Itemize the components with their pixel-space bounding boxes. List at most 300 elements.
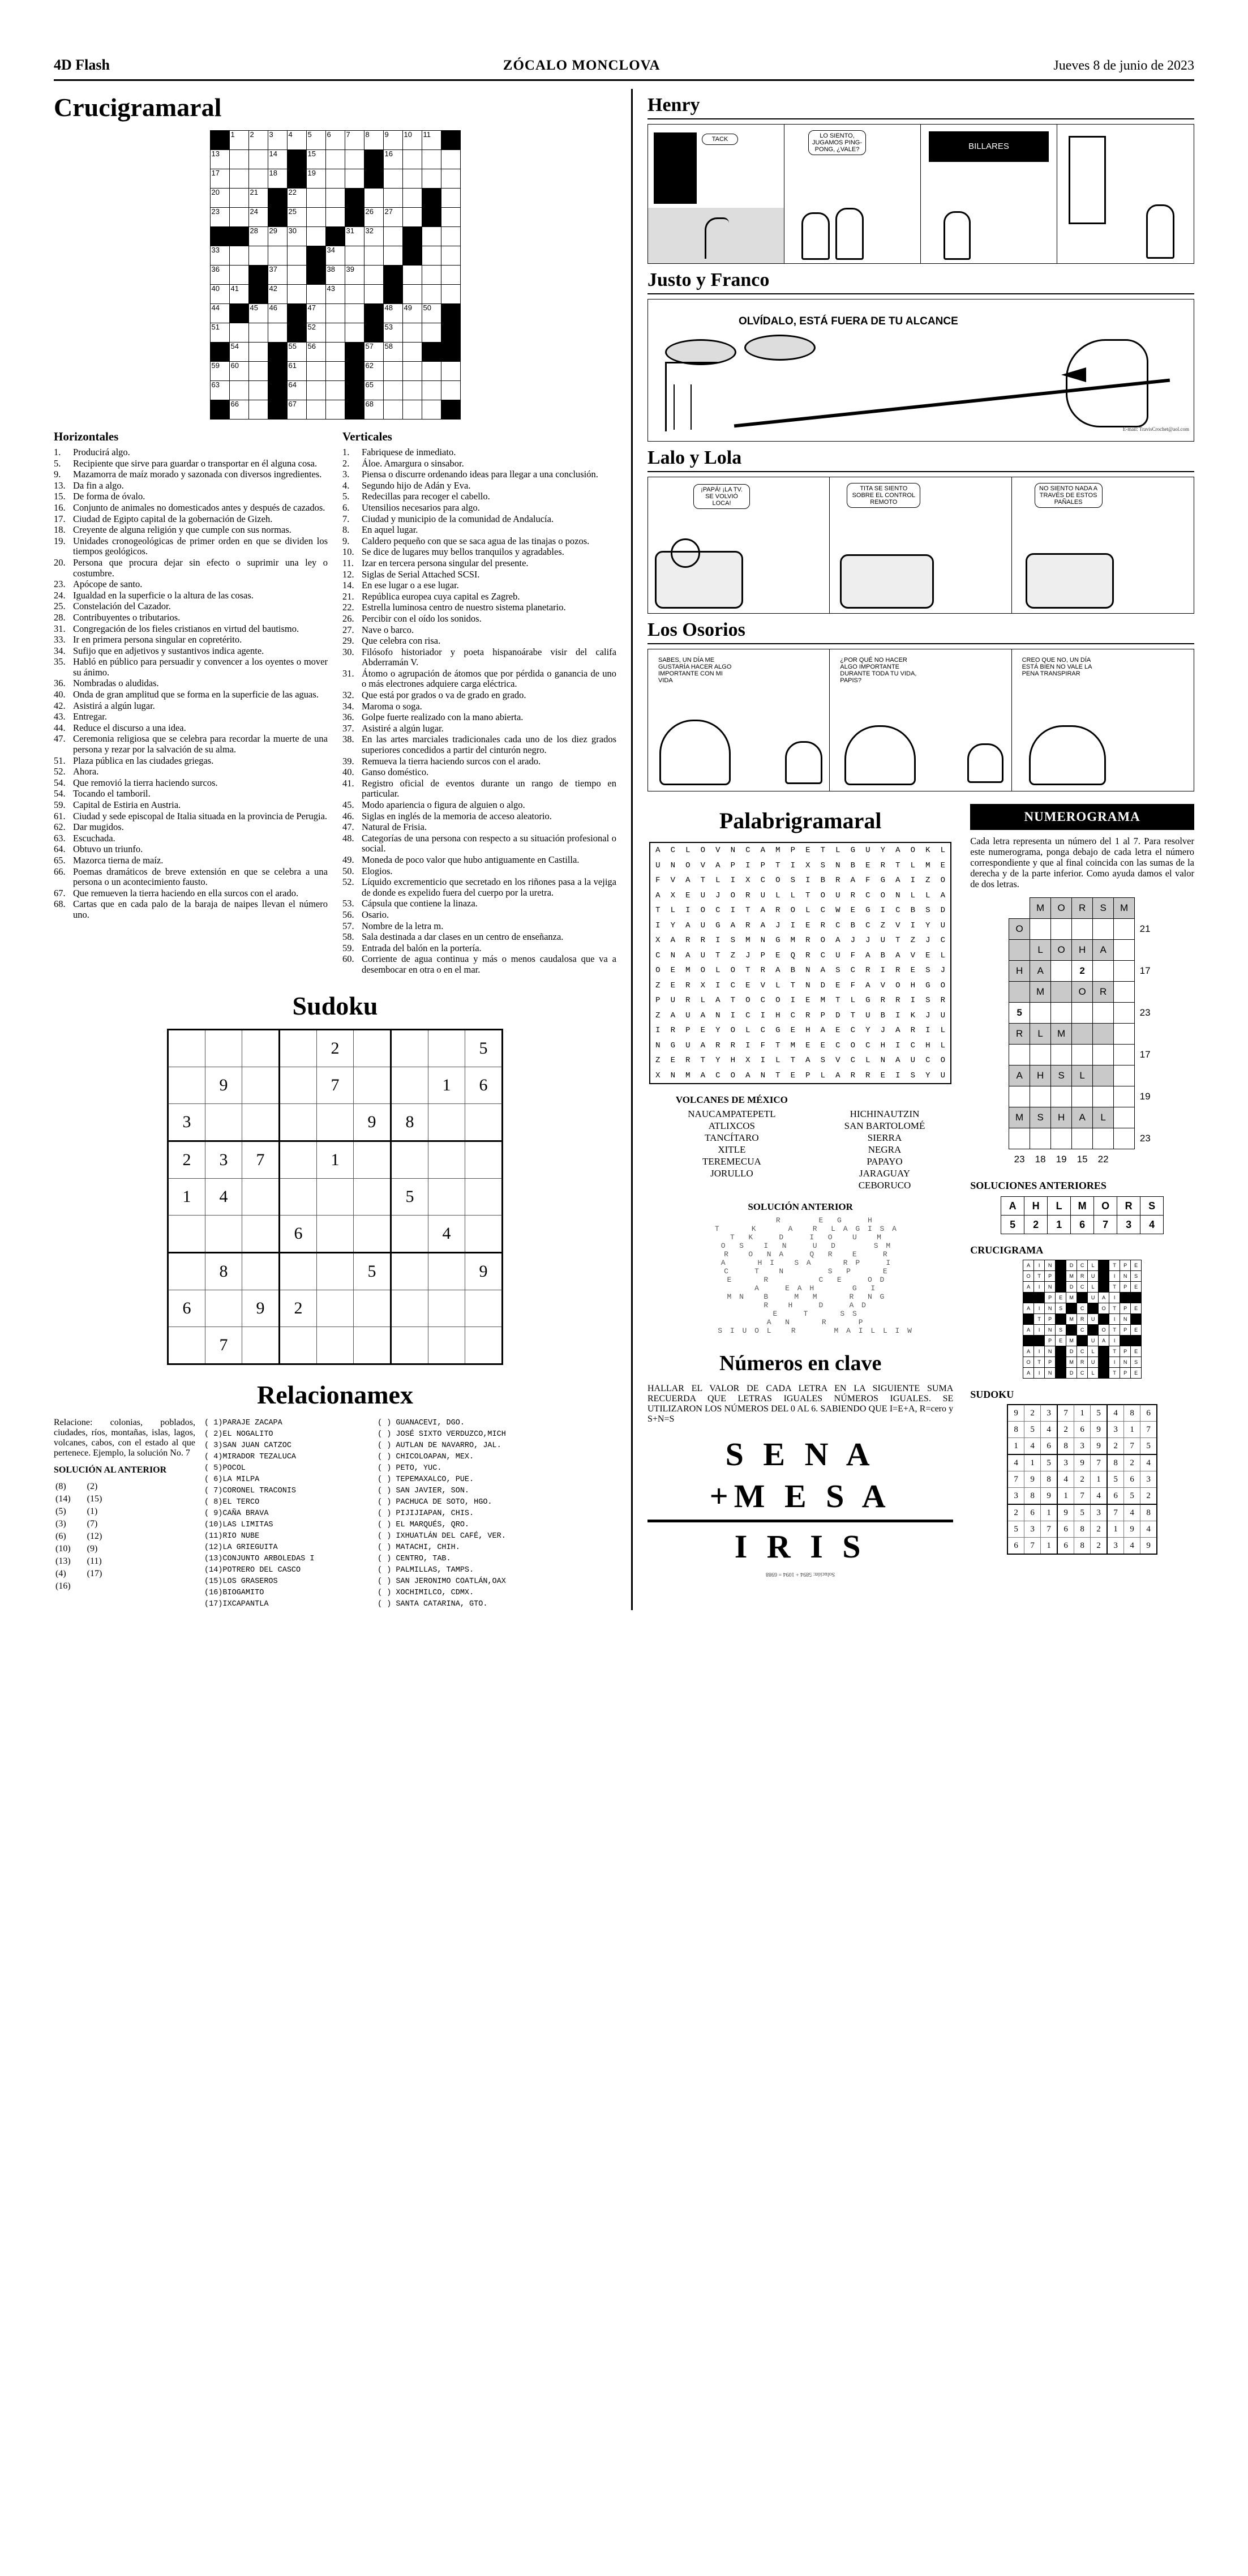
crossword-cell[interactable]: [345, 150, 364, 169]
numerograma-cell[interactable]: S: [1030, 1107, 1051, 1128]
crossword-cell[interactable]: 23: [210, 208, 229, 227]
sudoku-cell[interactable]: [280, 1067, 317, 1103]
wordsearch-cell[interactable]: S: [730, 936, 736, 945]
sudoku-cell[interactable]: 5: [391, 1178, 428, 1215]
wordsearch-cell[interactable]: C: [835, 921, 840, 930]
crossword-cell[interactable]: [383, 227, 402, 246]
sudoku-cell[interactable]: [168, 1067, 205, 1103]
crossword-cell[interactable]: 30: [287, 227, 306, 246]
sudoku-cell[interactable]: [242, 1067, 280, 1103]
crossword-cell[interactable]: 36: [210, 266, 229, 285]
wordsearch-cell[interactable]: O: [880, 891, 886, 900]
numerograma-cell[interactable]: [1030, 1045, 1051, 1066]
wordsearch-cell[interactable]: A: [895, 1056, 900, 1066]
wordsearch-cell[interactable]: C: [760, 1026, 766, 1035]
crossword-cell[interactable]: [345, 169, 364, 189]
crossword-cell[interactable]: [422, 323, 441, 343]
wordsearch-cell[interactable]: C: [715, 1071, 721, 1080]
wordsearch-cell[interactable]: N: [655, 1041, 661, 1050]
wordsearch-cell[interactable]: N: [895, 891, 900, 900]
wordsearch-cell[interactable]: Z: [910, 936, 916, 945]
crossword-cell[interactable]: [306, 400, 325, 420]
relacionamex-item[interactable]: ( ) PACHUCA DE SOTO, HGO.: [378, 1497, 492, 1507]
wordsearch-cell[interactable]: S: [790, 876, 796, 885]
wordsearch-cell[interactable]: I: [745, 861, 750, 870]
crossword-cell[interactable]: [402, 381, 422, 400]
wordsearch-cell[interactable]: C: [850, 1056, 856, 1066]
sudoku-cell[interactable]: 7: [317, 1067, 354, 1103]
wordsearch-cell[interactable]: J: [715, 891, 721, 900]
numerograma-cell[interactable]: [1009, 1045, 1030, 1066]
wordsearch-cell[interactable]: E: [670, 1056, 676, 1066]
wordsearch-cell[interactable]: L: [715, 966, 721, 975]
wordsearch-cell[interactable]: R: [805, 1011, 810, 1020]
crossword-cell[interactable]: [268, 323, 287, 343]
sudoku-cell[interactable]: [428, 1029, 465, 1067]
wordsearch-cell[interactable]: R: [730, 1041, 736, 1050]
sudoku-cell[interactable]: 3: [205, 1141, 242, 1178]
crossword-cell[interactable]: [229, 323, 248, 343]
crossword-cell[interactable]: 47: [306, 304, 325, 323]
crossword-cell[interactable]: [248, 400, 268, 420]
crossword-cell[interactable]: 29: [268, 227, 287, 246]
crossword-cell[interactable]: [402, 150, 422, 169]
crossword-cell[interactable]: 59: [210, 362, 229, 381]
crossword-cell[interactable]: [325, 362, 345, 381]
wordsearch-cell[interactable]: G: [775, 936, 780, 945]
crossword-cell[interactable]: [325, 208, 345, 227]
wordsearch-cell[interactable]: U: [700, 921, 706, 930]
crossword-cell[interactable]: [229, 189, 248, 208]
wordsearch-cell[interactable]: O: [850, 1041, 856, 1050]
wordsearch-cell[interactable]: N: [835, 861, 840, 870]
crossword-cell[interactable]: [402, 343, 422, 362]
wordsearch-cell[interactable]: B: [790, 966, 796, 975]
wordsearch-cell[interactable]: D: [820, 981, 826, 990]
wordsearch-cell[interactable]: G: [865, 906, 870, 915]
wordsearch-cell[interactable]: C: [820, 951, 826, 960]
wordsearch-cell[interactable]: U: [880, 936, 886, 945]
wordsearch-cell[interactable]: Z: [880, 921, 886, 930]
sudoku-cell[interactable]: [242, 1326, 280, 1364]
wordsearch-cell[interactable]: I: [790, 996, 796, 1005]
relacionamex-item[interactable]: (13)CONJUNTO ARBOLEDAS I: [204, 1554, 315, 1563]
wordsearch-cell[interactable]: J: [865, 936, 870, 945]
wordsearch-cell[interactable]: A: [940, 891, 946, 900]
numerograma-cell[interactable]: R: [1009, 1024, 1030, 1045]
relacionamex-item[interactable]: (15)LOS GRASEROS: [204, 1577, 278, 1586]
crossword-cell[interactable]: 28: [248, 227, 268, 246]
wordsearch-cell[interactable]: U: [835, 951, 840, 960]
numerograma-cell[interactable]: L: [1030, 940, 1051, 961]
wordsearch-cell[interactable]: O: [910, 846, 916, 855]
wordsearch-cell[interactable]: C: [745, 846, 750, 855]
crossword-cell[interactable]: [441, 189, 460, 208]
crossword-cell[interactable]: 42: [268, 285, 287, 304]
relacionamex-item[interactable]: (17)IXCAPANTLA: [204, 1599, 269, 1608]
crossword-cell[interactable]: [306, 208, 325, 227]
wordsearch-cell[interactable]: A: [655, 891, 661, 900]
wordsearch-cell[interactable]: C: [760, 996, 766, 1005]
wordsearch-cell[interactable]: I: [910, 921, 916, 930]
sudoku-cell[interactable]: [317, 1326, 354, 1364]
wordsearch-cell[interactable]: L: [940, 846, 946, 855]
wordsearch-cell[interactable]: U: [910, 1056, 916, 1066]
relacionamex-item[interactable]: (12)LA GRIEGUITA: [204, 1543, 278, 1552]
wordsearch-cell[interactable]: V: [895, 921, 900, 930]
sudoku-cell[interactable]: [280, 1103, 317, 1141]
wordsearch-cell[interactable]: S: [925, 996, 930, 1005]
wordsearch-cell[interactable]: C: [730, 981, 736, 990]
sudoku-cell[interactable]: [317, 1178, 354, 1215]
sudoku-cell[interactable]: [242, 1178, 280, 1215]
crossword-cell[interactable]: [441, 381, 460, 400]
numerograma-cell[interactable]: [1114, 1066, 1135, 1086]
wordsearch-cell[interactable]: L: [685, 846, 691, 855]
wordsearch-cell[interactable]: J: [850, 936, 856, 945]
wordsearch-cell[interactable]: F: [865, 876, 870, 885]
relacionamex-item[interactable]: ( ) PETO, YUC.: [378, 1464, 442, 1473]
wordsearch-cell[interactable]: E: [670, 966, 676, 975]
relacionamex-item[interactable]: ( ) AUTLAN DE NAVARRO, JAL.: [378, 1441, 501, 1450]
sudoku-cell[interactable]: [242, 1215, 280, 1252]
wordsearch-cell[interactable]: I: [655, 1026, 661, 1035]
wordsearch-cell[interactable]: L: [865, 1056, 870, 1066]
crossword-cell[interactable]: [345, 285, 364, 304]
crossword-cell[interactable]: 57: [364, 343, 383, 362]
wordsearch-cell[interactable]: U: [700, 951, 706, 960]
numerograma-cell[interactable]: L: [1093, 1107, 1114, 1128]
wordsearch-cell[interactable]: S: [835, 966, 840, 975]
wordsearch-cell[interactable]: O: [940, 1056, 946, 1066]
crossword-cell[interactable]: 52: [306, 323, 325, 343]
wordsearch-cell[interactable]: L: [745, 1026, 750, 1035]
wordsearch-cell[interactable]: A: [820, 1026, 826, 1035]
crossword-cell[interactable]: [268, 246, 287, 266]
wordsearch-cell[interactable]: M: [790, 936, 796, 945]
wordsearch-cell[interactable]: G: [670, 1041, 676, 1050]
wordsearch-cell[interactable]: L: [940, 1041, 946, 1050]
numerograma-cell[interactable]: [1093, 1045, 1114, 1066]
crossword-cell[interactable]: 67: [287, 400, 306, 420]
sudoku-cell[interactable]: 5: [465, 1029, 503, 1067]
numerograma-cell[interactable]: [1051, 1045, 1072, 1066]
crossword-cell[interactable]: 5: [306, 131, 325, 150]
wordsearch-cell[interactable]: E: [865, 861, 870, 870]
wordsearch-cell[interactable]: A: [775, 966, 780, 975]
crossword-cell[interactable]: [422, 227, 441, 246]
crossword-cell[interactable]: [364, 266, 383, 285]
wordsearch-cell[interactable]: N: [670, 1071, 676, 1080]
wordsearch-cell[interactable]: U: [670, 996, 676, 1005]
wordsearch-cell[interactable]: R: [895, 966, 900, 975]
wordsearch-cell[interactable]: L: [835, 846, 840, 855]
relacionamex-item[interactable]: ( ) PALMILLAS, TAMPS.: [378, 1565, 474, 1574]
crossword-cell[interactable]: 48: [383, 304, 402, 323]
sudoku-cell[interactable]: 7: [205, 1326, 242, 1364]
wordsearch-cell[interactable]: O: [730, 1071, 736, 1080]
crossword-cell[interactable]: 14: [268, 150, 287, 169]
wordsearch-cell[interactable]: I: [760, 1056, 766, 1066]
crossword-cell[interactable]: [325, 150, 345, 169]
sudoku-cell[interactable]: [242, 1029, 280, 1067]
wordsearch-cell[interactable]: J: [925, 1011, 930, 1020]
crossword-cell[interactable]: 22: [287, 189, 306, 208]
numerograma-cell[interactable]: O: [1051, 898, 1072, 919]
wordsearch-cell[interactable]: A: [715, 861, 721, 870]
wordsearch-cell[interactable]: S: [925, 906, 930, 915]
crossword-cell[interactable]: [422, 169, 441, 189]
wordsearch-cell[interactable]: N: [805, 966, 810, 975]
crossword-cell[interactable]: [422, 285, 441, 304]
crossword-cell[interactable]: 68: [364, 400, 383, 420]
wordsearch-cell[interactable]: A: [760, 921, 766, 930]
numerograma-cell[interactable]: M: [1009, 1107, 1030, 1128]
wordsearch-cell[interactable]: I: [655, 921, 661, 930]
wordsearch-cell[interactable]: P: [760, 861, 766, 870]
numerograma-cell[interactable]: [1051, 961, 1072, 982]
wordsearch-cell[interactable]: A: [700, 1011, 706, 1020]
crossword-cell[interactable]: [402, 400, 422, 420]
crossword-cell[interactable]: [306, 285, 325, 304]
crossword-cell[interactable]: [383, 246, 402, 266]
crossword-cell[interactable]: [402, 362, 422, 381]
numerograma-cell[interactable]: [1072, 1003, 1093, 1024]
crossword-cell[interactable]: [383, 169, 402, 189]
numerograma-cell[interactable]: O: [1072, 982, 1093, 1003]
sudoku-cell[interactable]: [354, 1326, 391, 1364]
sudoku-cell[interactable]: [317, 1215, 354, 1252]
wordsearch-cell[interactable]: E: [835, 981, 840, 990]
relacionamex-item[interactable]: ( 7)CORONEL TRACONIS: [204, 1486, 297, 1495]
sudoku-cell[interactable]: [280, 1029, 317, 1067]
numerograma-cell[interactable]: [1114, 1003, 1135, 1024]
wordsearch-cell[interactable]: H: [925, 1041, 930, 1050]
wordsearch-cell[interactable]: A: [730, 921, 736, 930]
crossword-cell[interactable]: [441, 227, 460, 246]
wordsearch-cell[interactable]: R: [940, 996, 946, 1005]
relacionamex-item[interactable]: ( 5)POCOL: [204, 1464, 246, 1473]
wordsearch-cell[interactable]: A: [850, 876, 856, 885]
wordsearch-cell[interactable]: K: [925, 846, 930, 855]
wordsearch-cell[interactable]: I: [910, 876, 916, 885]
crossword-cell[interactable]: [248, 381, 268, 400]
sudoku-cell[interactable]: [428, 1326, 465, 1364]
wordsearch-cell[interactable]: A: [715, 996, 721, 1005]
wordsearch-cell[interactable]: R: [685, 981, 691, 990]
wordsearch-cell[interactable]: H: [805, 1026, 810, 1035]
relacionamex-item[interactable]: ( 4)MIRADOR TEZALUCA: [204, 1452, 297, 1461]
wordsearch-cell[interactable]: B: [850, 861, 856, 870]
sudoku-cell[interactable]: [168, 1215, 205, 1252]
relacionamex-item[interactable]: ( ) SANTA CATARINA, GTO.: [378, 1599, 488, 1608]
numerograma-cell[interactable]: [1114, 1107, 1135, 1128]
relacionamex-item[interactable]: ( ) JOSÉ SIXTO VERDUZCO,MICH: [378, 1430, 506, 1439]
relacionamex-left-list[interactable]: [204, 1418, 368, 1610]
sudoku-cell[interactable]: [317, 1103, 354, 1141]
wordsearch-cell[interactable]: G: [880, 876, 886, 885]
wordsearch-cell[interactable]: A: [670, 936, 676, 945]
wordsearch-cell[interactable]: J: [880, 1026, 886, 1035]
crossword-cell[interactable]: 44: [210, 304, 229, 323]
wordsearch-cell[interactable]: A: [865, 951, 870, 960]
wordsearch-cell[interactable]: D: [835, 1011, 840, 1020]
crossword-cell[interactable]: [383, 189, 402, 208]
wordsearch-cell[interactable]: O: [895, 981, 900, 990]
wordsearch-cell[interactable]: I: [895, 1041, 900, 1050]
wordsearch-cell[interactable]: J: [925, 936, 930, 945]
wordsearch-cell[interactable]: V: [835, 1056, 840, 1066]
wordsearch-cell[interactable]: A: [865, 981, 870, 990]
crossword-cell[interactable]: 37: [268, 266, 287, 285]
crossword-grid[interactable]: [210, 130, 461, 420]
sudoku-cell[interactable]: [280, 1326, 317, 1364]
crossword-cell[interactable]: [364, 246, 383, 266]
sudoku-cell[interactable]: 5: [354, 1252, 391, 1290]
wordsearch-cell[interactable]: V: [700, 861, 706, 870]
crossword-cell[interactable]: [441, 169, 460, 189]
crossword-cell[interactable]: [345, 246, 364, 266]
sudoku-cell[interactable]: 1: [168, 1178, 205, 1215]
numerograma-cell[interactable]: [1114, 940, 1135, 961]
wordsearch-cell[interactable]: T: [715, 951, 721, 960]
crossword-cell[interactable]: 62: [364, 362, 383, 381]
crossword-cell[interactable]: [383, 400, 402, 420]
wordsearch-cell[interactable]: E: [775, 951, 780, 960]
wordsearch-cell[interactable]: M: [685, 966, 691, 975]
crossword-cell[interactable]: [441, 150, 460, 169]
crossword-cell[interactable]: 24: [248, 208, 268, 227]
wordsearch-cell[interactable]: R: [805, 936, 810, 945]
numerograma-cell[interactable]: [1072, 1128, 1093, 1149]
wordsearch-cell[interactable]: T: [745, 966, 750, 975]
numerograma-cell[interactable]: [1051, 1128, 1072, 1149]
crossword-cell[interactable]: 33: [210, 246, 229, 266]
numerograma-cell[interactable]: H: [1030, 1066, 1051, 1086]
sudoku-cell[interactable]: [280, 1141, 317, 1178]
sudoku-cell[interactable]: [168, 1252, 205, 1290]
wordsearch-cell[interactable]: R: [760, 966, 766, 975]
crossword-cell[interactable]: 50: [422, 304, 441, 323]
numerograma-cell[interactable]: R: [1093, 982, 1114, 1003]
wordsearch-cell[interactable]: B: [880, 951, 886, 960]
crossword-cell[interactable]: 45: [248, 304, 268, 323]
sudoku-cell[interactable]: 6: [168, 1290, 205, 1326]
wordsearch-cell[interactable]: X: [670, 891, 676, 900]
numerograma-cell[interactable]: [1114, 961, 1135, 982]
wordsearch-cell[interactable]: R: [715, 1041, 721, 1050]
wordsearch-cell[interactable]: F: [850, 981, 856, 990]
numerograma-cell[interactable]: [1093, 1128, 1114, 1149]
crossword-cell[interactable]: [325, 400, 345, 420]
wordsearch-cell[interactable]: Z: [925, 876, 930, 885]
numerograma-cell[interactable]: [1093, 961, 1114, 982]
wordsearch-cell[interactable]: A: [895, 876, 900, 885]
wordsearch-cell[interactable]: R: [865, 966, 870, 975]
sudoku-cell[interactable]: [391, 1029, 428, 1067]
numerograma-cell[interactable]: [1114, 1045, 1135, 1066]
wordsearch-cell[interactable]: A: [700, 1041, 706, 1050]
wordsearch-cell[interactable]: A: [895, 1026, 900, 1035]
wordsearch-cell[interactable]: E: [805, 921, 810, 930]
numerograma-cell[interactable]: A: [1093, 940, 1114, 961]
crossword-cell[interactable]: [248, 246, 268, 266]
crossword-cell[interactable]: 46: [268, 304, 287, 323]
crossword-cell[interactable]: 61: [287, 362, 306, 381]
crossword-cell[interactable]: [402, 169, 422, 189]
numerograma-cell[interactable]: M: [1030, 898, 1051, 919]
relacionamex-item[interactable]: ( ) SAN JAVIER, SON.: [378, 1486, 470, 1495]
wordsearch-cell[interactable]: R: [850, 891, 856, 900]
numerograma-cell[interactable]: [1030, 1128, 1051, 1149]
numerograma-cell[interactable]: [1030, 1003, 1051, 1024]
sudoku-cell[interactable]: [168, 1326, 205, 1364]
crossword-cell[interactable]: [402, 323, 422, 343]
sudoku-cell[interactable]: [465, 1326, 503, 1364]
crossword-cell[interactable]: 19: [306, 169, 325, 189]
wordsearch-cell[interactable]: A: [760, 846, 766, 855]
wordsearch-cell[interactable]: L: [850, 996, 856, 1005]
wordsearch-cell[interactable]: C: [865, 1041, 870, 1050]
sudoku-cell[interactable]: 2: [317, 1029, 354, 1067]
wordsearch-cell[interactable]: I: [910, 996, 916, 1005]
crossword-cell[interactable]: 20: [210, 189, 229, 208]
wordsearch-cell[interactable]: I: [730, 906, 736, 915]
wordsearch-cell[interactable]: P: [760, 951, 766, 960]
crossword-cell[interactable]: 7: [345, 131, 364, 150]
sudoku-cell[interactable]: [280, 1252, 317, 1290]
wordsearch-cell[interactable]: Y: [865, 1026, 870, 1035]
numerograma-cell[interactable]: [1051, 919, 1072, 940]
wordsearch-cell[interactable]: R: [775, 906, 780, 915]
wordsearch-cell[interactable]: I: [730, 876, 736, 885]
wordsearch-cell[interactable]: C: [835, 1041, 840, 1050]
wordsearch-cell[interactable]: P: [805, 1071, 810, 1080]
wordsearch-cell[interactable]: M: [820, 996, 826, 1005]
wordsearch-cell[interactable]: T: [790, 1056, 796, 1066]
wordsearch-cell[interactable]: L: [925, 891, 930, 900]
wordsearch-cell[interactable]: R: [685, 936, 691, 945]
wordsearch-cell[interactable]: R: [895, 996, 900, 1005]
wordsearch-cell[interactable]: A: [835, 1071, 840, 1080]
wordsearch-cell[interactable]: T: [790, 981, 796, 990]
crossword-cell[interactable]: 51: [210, 323, 229, 343]
relacionamex-item[interactable]: ( 9)CAÑA BRAVA: [204, 1509, 269, 1518]
numerograma-cell[interactable]: O: [1051, 940, 1072, 961]
crossword-cell[interactable]: [306, 227, 325, 246]
wordsearch-cell[interactable]: Q: [790, 951, 796, 960]
wordsearch-cell[interactable]: R: [835, 876, 840, 885]
wordsearch-cell[interactable]: M: [775, 846, 780, 855]
wordsearch-cell[interactable]: O: [730, 891, 736, 900]
numerograma-cell[interactable]: [1051, 1003, 1072, 1024]
wordsearch-cell[interactable]: H: [775, 1011, 780, 1020]
sudoku-cell[interactable]: 4: [428, 1215, 465, 1252]
wordsearch-cell[interactable]: L: [940, 1026, 946, 1035]
wordsearch-cell[interactable]: G: [865, 996, 870, 1005]
wordsearch-cell[interactable]: A: [895, 951, 900, 960]
crossword-cell[interactable]: 11: [422, 131, 441, 150]
wordsearch-cell[interactable]: I: [925, 1026, 930, 1035]
wordsearch-cell[interactable]: O: [700, 846, 706, 855]
wordsearch-cell[interactable]: L: [790, 891, 796, 900]
wordsearch-cell[interactable]: C: [820, 906, 826, 915]
numerograma-cell[interactable]: 2: [1072, 961, 1093, 982]
crossword-cell[interactable]: 3: [268, 131, 287, 150]
sudoku-cell[interactable]: [205, 1290, 242, 1326]
crossword-cell[interactable]: [402, 208, 422, 227]
crossword-cell[interactable]: 55: [287, 343, 306, 362]
